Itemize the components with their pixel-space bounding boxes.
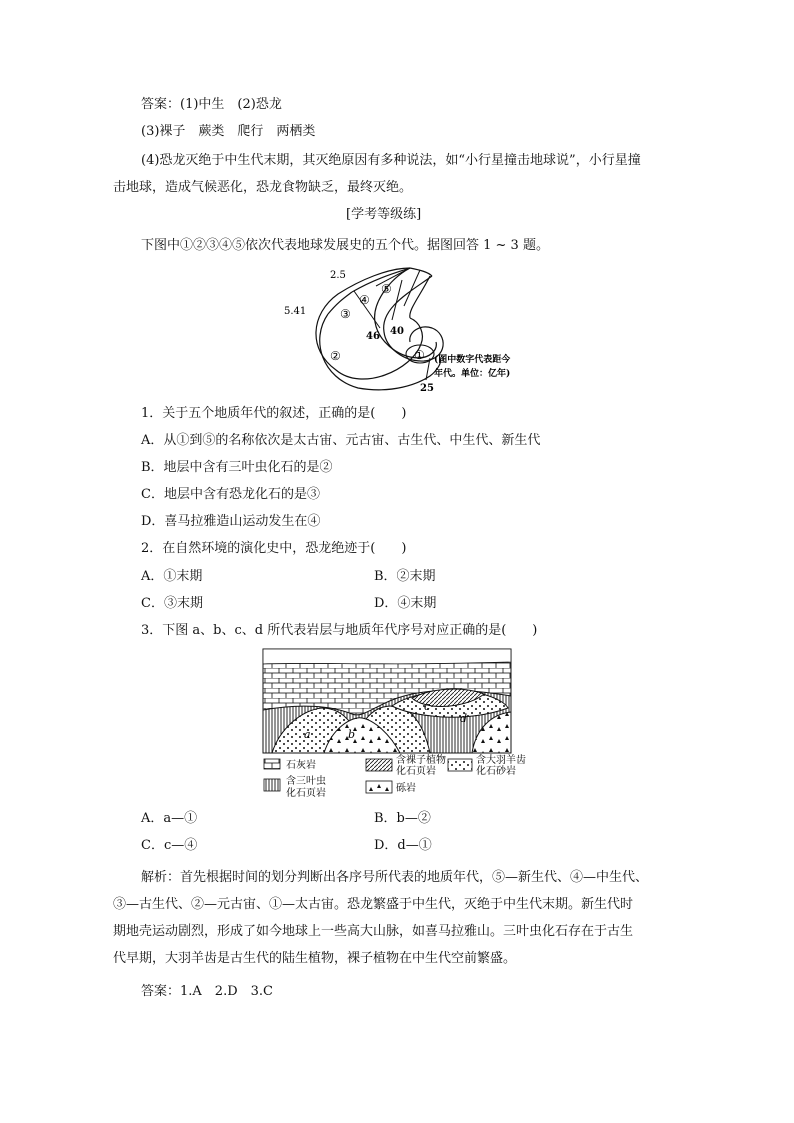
legend-gymno-swatch: [366, 759, 392, 771]
strata-label-a: a: [304, 728, 311, 741]
era-4-label: ④: [359, 293, 370, 307]
spiral-label-40: 40: [390, 326, 404, 337]
spiral-note-line-2: 年代。单位：亿年): [434, 369, 511, 379]
legend-gravel-swatch: [366, 781, 392, 793]
spiral-label-2-5: 2.5: [330, 270, 346, 281]
q1-option-a[interactable]: A．从①到⑤的名称依次是太古宙、元古宙、古生代、中生代、新生代: [141, 433, 541, 448]
strata-label-c: c: [424, 700, 431, 713]
final-answer: 答案：1.A 2.D 3.C: [141, 984, 273, 999]
q3-option-c[interactable]: C．c—④: [141, 838, 198, 853]
q1-option-c[interactable]: C．地层中含有恐龙化石的是③: [141, 487, 320, 502]
answer-line-1: 答案：(1)中生 (2)恐龙: [141, 97, 282, 112]
q1-option-b[interactable]: B．地层中含有三叶虫化石的是②: [141, 460, 333, 475]
legend-fern-swatch: [448, 759, 472, 771]
analysis-line-3: 期地壳运动剧烈，形成了如今地球上一些高大山脉，如喜马拉雅山。三叶虫化石存在于古生: [113, 924, 634, 939]
q2-stem: 2．在自然环境的演化史中，恐龙绝迹于( ): [141, 541, 407, 556]
legend-gymno-line2: 化石页岩: [396, 766, 436, 777]
q3-stem: 3．下图 a、b、c、d 所代表岩层与地质年代序号对应正确的是( ): [141, 623, 538, 638]
spiral-label-5-41: 5.41: [284, 306, 307, 317]
answer-line-3: (4)恐龙灭绝于中生代末期，其灭绝原因有多种说法，如“小行星撞击地球说”，小行星撞: [141, 153, 641, 168]
q1-stem: 1．关于五个地质年代的叙述，正确的是( ): [141, 406, 407, 421]
spiral-label-25: 25: [420, 383, 434, 394]
legend-trilo-line2: 化石页岩: [286, 788, 326, 799]
legend-gravel-label: 砾岩: [396, 783, 416, 794]
strata-label-d: d: [460, 712, 468, 725]
q3-option-d[interactable]: D．d—①: [374, 838, 432, 853]
analysis-line-2: ③—古生代、②—元古宙、①—太古宙。恐龙繁盛于中生代，灭绝于中生代末期。新生代时: [113, 897, 634, 912]
q2-option-d[interactable]: D．④末期: [374, 596, 437, 611]
intro-text: 下图中①②③④⑤依次代表地球发展史的五个代。据图回答 1 ~ 3 题。: [141, 238, 549, 253]
era-2-label: ②: [330, 349, 341, 363]
era-3-label: ③: [340, 307, 351, 321]
section-title: [学考等级练]: [346, 207, 422, 222]
geologic-spiral-diagram: [280, 262, 550, 394]
q1-option-d[interactable]: D．喜马拉雅造山运动发生在④: [141, 514, 321, 529]
analysis-line-4: 代早期，大羽羊齿是古生代的陆生植物，裸子植物在中生代空前繁盛。: [113, 951, 517, 966]
strata-label-b: b: [348, 728, 356, 741]
q2-option-a[interactable]: A．①末期: [141, 569, 203, 584]
legend-fern-line1: 含大羽羊齿: [476, 755, 526, 766]
legend-limestone-label: 石灰岩: [286, 760, 316, 771]
analysis-line-1: 解析：首先根据时间的划分判断出各序号所代表的地质年代，⑤—新生代、④—中生代、: [141, 870, 649, 885]
answer-line-2: (3)裸子 蕨类 爬行 两栖类: [141, 124, 316, 139]
legend-limestone-swatch: [264, 759, 280, 769]
legend-gymno-line1: 含裸子植物: [396, 755, 446, 766]
q2-option-c[interactable]: C．③末期: [141, 596, 203, 611]
legend-fern-line2: 化石砂岩: [476, 766, 516, 777]
spiral-label-46: 46: [366, 331, 380, 342]
legend-trilo-line1: 含三叶虫: [286, 776, 326, 787]
spiral-note-line-1: (图中数字代表距今: [434, 355, 511, 365]
q3-option-b[interactable]: B．b—②: [374, 811, 431, 826]
strata-diagram: [262, 648, 526, 803]
era-5-label: ⑤: [381, 282, 392, 296]
legend-trilo-swatch: [264, 779, 280, 791]
era-1-label: ①: [414, 348, 425, 362]
q2-option-b[interactable]: B．②末期: [374, 569, 436, 584]
q3-option-a[interactable]: A．a—①: [141, 811, 198, 826]
answer-line-4: 击地球，造成气候恶化，恐龙食物缺乏，最终灭绝。: [113, 180, 413, 195]
